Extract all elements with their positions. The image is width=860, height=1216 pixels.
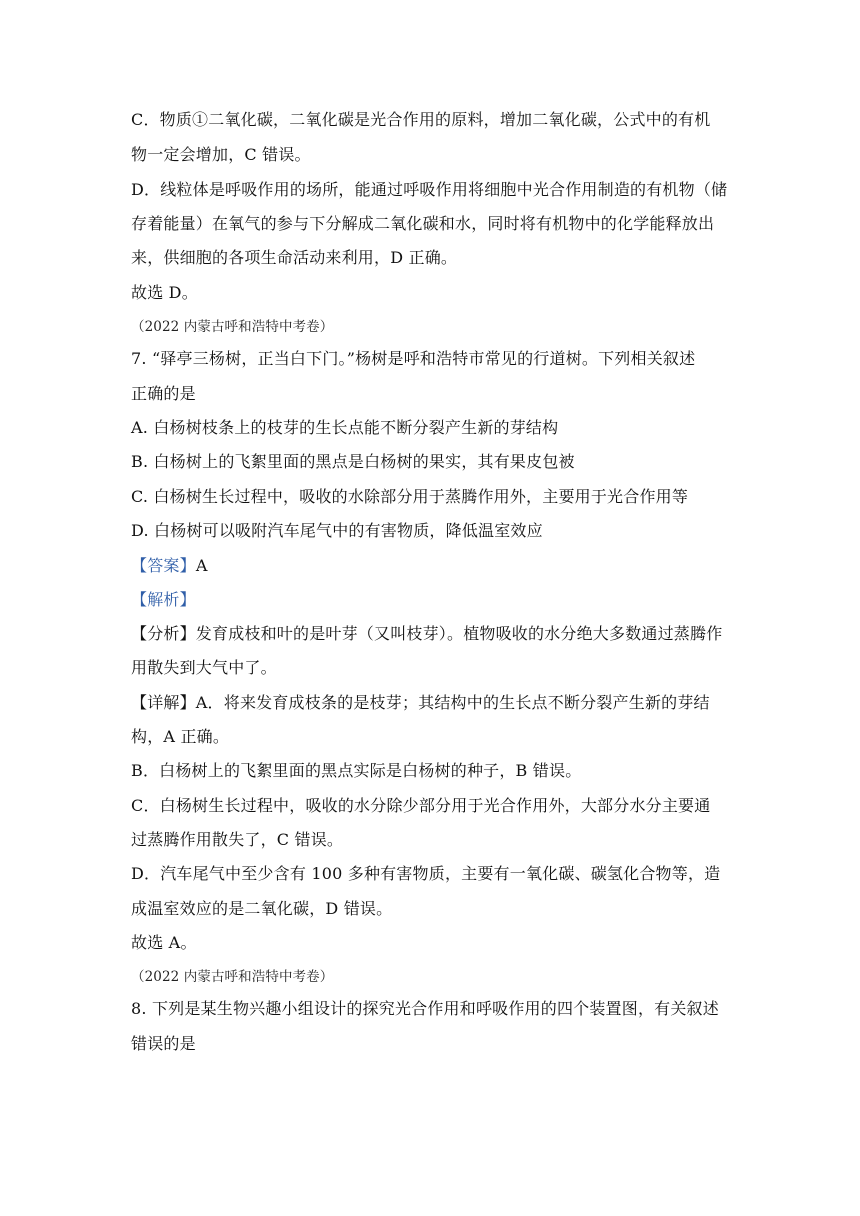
analysis-line: 用散失到大气中了。	[131, 658, 277, 677]
analysis-line: 过蒸腾作用散失了，C 错误。	[131, 830, 344, 849]
text-line: 故选 D。	[131, 283, 198, 302]
text-line: 物一定会增加，C 错误。	[131, 145, 311, 164]
analysis-line: 构，A 正确。	[131, 727, 230, 746]
option-a: A. 白杨树枝条上的枝芽的生长点能不断分裂产生新的芽结构	[131, 418, 559, 437]
analysis-line: 成温室效应的是二氧化碳，D 错误。	[131, 899, 393, 918]
answer-tag: 【答案】	[131, 556, 196, 575]
source-note: （2022 内蒙古呼和浩特中考卷）	[131, 969, 334, 985]
text-line: C．物质①二氧化碳，二氧化碳是光合作用的原料，增加二氧化碳，公式中的有机	[131, 110, 711, 129]
option-d: D. 白杨树可以吸附汽车尾气中的有害物质，降低温室效应	[131, 521, 543, 540]
analysis-line: D．汽车尾气中至少含有 100 多种有害物质，主要有一氧化碳、碳氢化合物等，造	[131, 864, 721, 883]
question-8-stem: 8. 下列是某生物兴趣小组设计的探究光合作用和呼吸作用的四个装置图，有关叙述	[131, 999, 719, 1018]
question-7-stem-continued: 正确的是	[131, 384, 196, 403]
analysis-tag: 【解析】	[131, 590, 196, 609]
question-7-stem: 7. “驿亭三杨树，正当白下门。”杨树是呼和浩特市常见的行道树。下列相关叙述	[131, 349, 696, 368]
analysis-line: C．白杨树生长过程中，吸收的水分除少部分用于光合作用外，大部分水分主要通	[131, 796, 711, 815]
option-c: C. 白杨树生长过程中，吸收的水除部分用于蒸腾作用外，主要用于光合作用等	[131, 487, 689, 506]
answer-line	[131, 556, 208, 576]
answer-value: A	[195, 556, 208, 575]
option-b: B. 白杨树上的飞絮里面的黑点是白杨树的果实，其有果皮包被	[131, 452, 575, 471]
analysis-line: 【分析】发育成枝和叶的是叶芽（又叫枝芽）。植物吸收的水分绝大多数通过蒸腾作	[131, 624, 723, 643]
analysis-line: 故选 A。	[131, 933, 197, 952]
analysis-line: 【详解】A．将来发育成枝条的是枝芽；其结构中的生长点不断分裂产生新的芽结	[131, 693, 710, 712]
text-line: 来，供细胞的各项生命活动来利用，D 正确。	[131, 248, 458, 267]
text-line: 存着能量）在氧气的参与下分解成二氧化碳和水，同时将有机物中的化学能释放出	[131, 214, 715, 233]
question-8-stem-continued: 错误的是	[131, 1034, 196, 1053]
text-line: D．线粒体是呼吸作用的场所，能通过呼吸作用将细胞中光合作用制造的有机物（储	[131, 180, 728, 199]
source-note: （2022 内蒙古呼和浩特中考卷）	[131, 319, 334, 335]
analysis-line: B．白杨树上的飞絮里面的黑点实际是白杨树的种子，B 错误。	[131, 761, 582, 780]
